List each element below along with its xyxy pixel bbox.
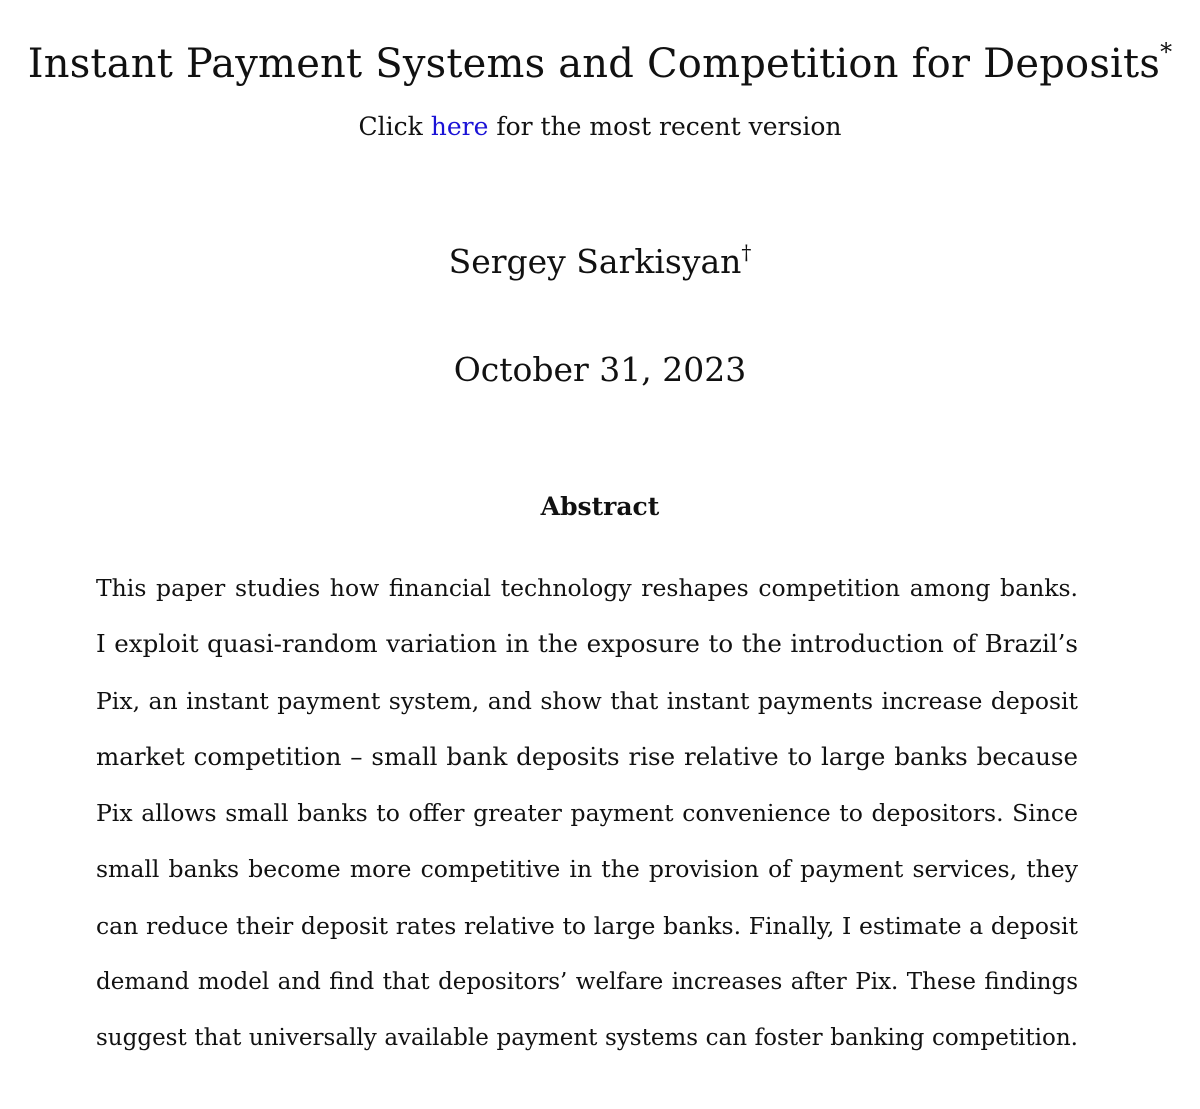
version-suffix: for the most recent version	[488, 112, 842, 141]
paper-title	[0, 40, 1200, 88]
abstract-line: This paper studies how financial technology reshapes competition among banks.	[96, 574, 1078, 602]
abstract-heading: Abstract	[540, 492, 660, 521]
abstract-line: can reduce their deposit rates relative to large banks. Finally, I estimate a deposit	[96, 911, 1078, 940]
abstract-line: small banks become more competitive in the provision of payment services, they	[96, 855, 1078, 884]
paper-title-text: Instant Payment Systems and Competition for Deposits	[27, 41, 1161, 87]
author-footnote-mark[interactable]: †	[741, 240, 752, 264]
paper-date: October 31, 2023	[453, 350, 747, 389]
recent-version-line	[0, 112, 1200, 141]
abstract-line: demand model and find that depositors’ welfare increases after Pix. These findings	[96, 969, 1078, 996]
version-prefix: Click	[358, 112, 431, 141]
abstract-line: Pix allows small banks to offer greater payment convenience to depositors. Since	[96, 799, 1078, 828]
abstract-body	[96, 560, 1078, 1067]
abstract-line: Pix, an instant payment system, and show that instant payments increase deposit	[96, 686, 1078, 715]
abstract-line: I exploit quasi-random variation in the exposure to the introduction of Brazil’s	[96, 629, 1078, 659]
author-name-text: Sergey Sarkisyan	[448, 242, 742, 281]
title-footnote-mark[interactable]: *	[1160, 38, 1173, 66]
author-name	[0, 242, 1200, 281]
abstract-line: suggest that universally available payment systems can foster banking competition.	[96, 1025, 1078, 1052]
recent-version-link[interactable]: here	[430, 112, 489, 141]
abstract-line: market competition – small bank deposits rise relative to large banks because	[96, 741, 1078, 771]
